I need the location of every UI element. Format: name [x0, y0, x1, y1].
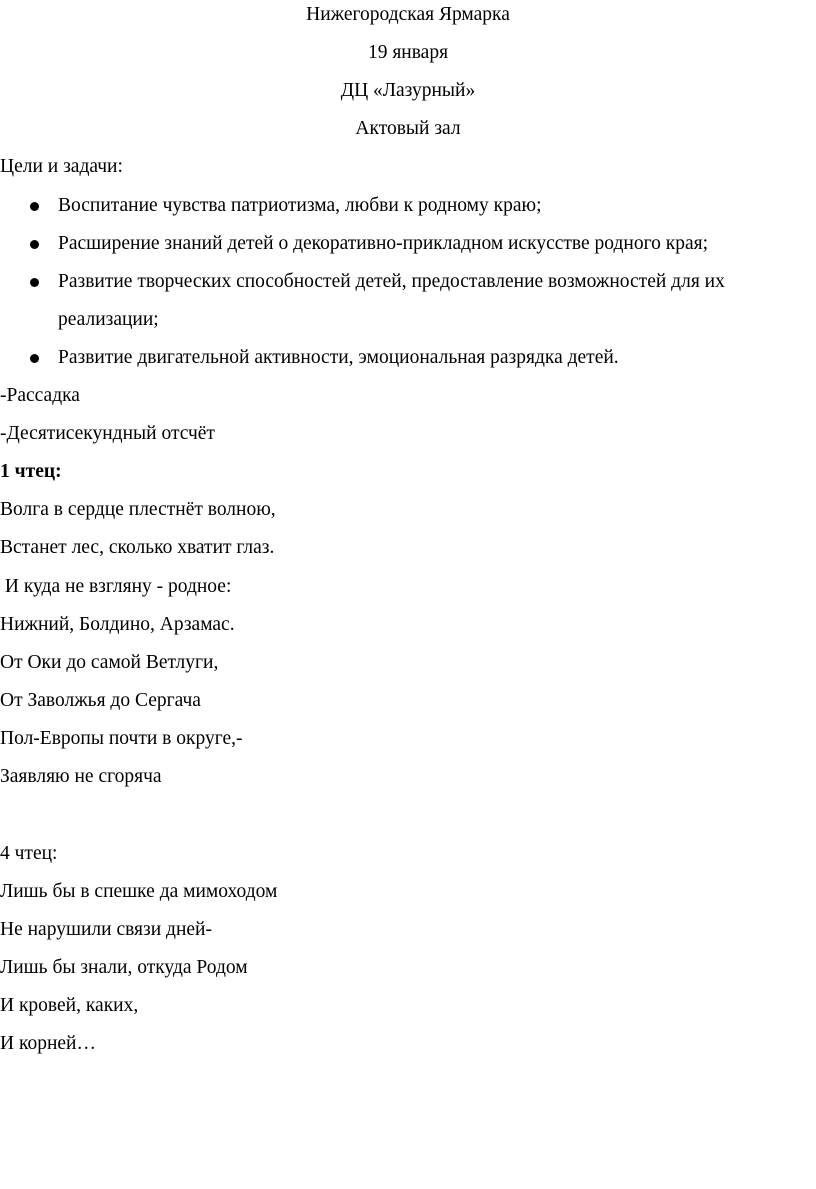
- poem-line: От Заволжья до Сергача: [0, 690, 201, 711]
- goals-heading: Цели и задачи:: [0, 156, 123, 177]
- bullet-icon: [30, 202, 39, 211]
- reader-1-label: 1 чтец:: [0, 461, 62, 482]
- goal-item-continuation: реализации;: [58, 309, 159, 330]
- goal-item: Расширение знаний детей о декоративно-прикладном искусстве родного края;: [58, 233, 709, 254]
- poem-line: Лишь бы знали, откуда Родом: [0, 957, 248, 978]
- step-countdown: -Десятисекундный отсчёт: [0, 423, 215, 444]
- poem-line: Не нарушили связи дней-: [0, 919, 212, 940]
- event-venue: ДЦ «Лазурный»: [340, 80, 476, 101]
- poem-line: И корней…: [0, 1033, 96, 1054]
- poem-line: Лишь бы в спешке да мимоходом: [0, 881, 278, 902]
- poem-line: И кровей, каких,: [0, 995, 139, 1016]
- bullet-icon: [30, 354, 39, 363]
- goal-item: Развитие творческих способностей детей, предоставление возможностей для их: [58, 271, 725, 292]
- event-title: Нижегородская Ярмарка: [306, 4, 510, 25]
- event-date: 19 января: [367, 42, 449, 63]
- goal-item: Воспитание чувства патриотизма, любви к родному краю;: [58, 195, 542, 216]
- poem-line: Встанет лес, сколько хватит глаз.: [0, 537, 275, 558]
- poem-line: Заявляю не сгоряча: [0, 766, 162, 787]
- bullet-icon: [30, 240, 39, 249]
- step-seating: -Рассадка: [0, 385, 80, 406]
- event-hall: Актовый зал: [355, 118, 461, 139]
- poem-line: Пол-Европы почти в округе,-: [0, 728, 243, 749]
- poem-line: И куда не взгляну - родное:: [0, 576, 232, 597]
- poem-line: Волга в сердце плестнёт волною,: [0, 499, 276, 520]
- poem-line: Нижний, Болдино, Арзамас.: [0, 614, 235, 635]
- reader-4-label: 4 чтец:: [0, 843, 58, 864]
- poem-line: От Оки до самой Ветлуги,: [0, 652, 219, 673]
- bullet-icon: [30, 278, 39, 287]
- goal-item: Развитие двигательной активности, эмоциональная разрядка детей.: [58, 347, 619, 368]
